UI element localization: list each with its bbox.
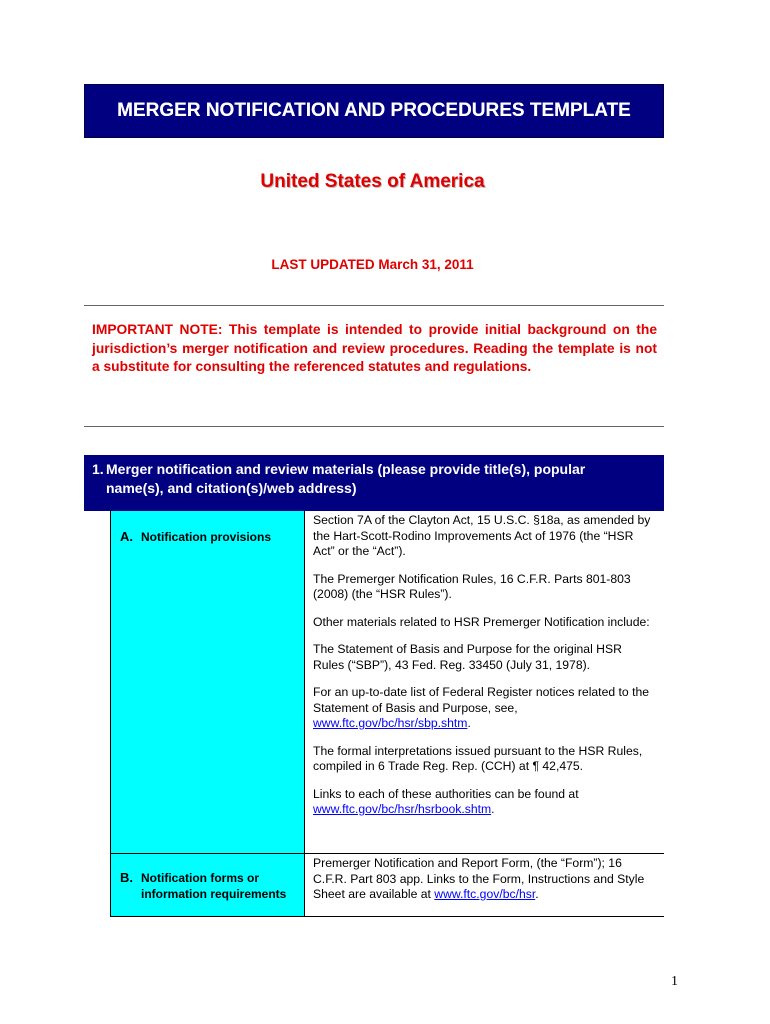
row-content-cell [305, 854, 664, 916]
important-note: IMPORTANT NOTE: This template is intended to provide initial background on the jurisdiction’s merger notification and review procedures. Reading the template is not a substitute for consulting the referenced statutes and regulations. [92, 322, 657, 374]
section-1-table [110, 511, 664, 917]
row-letter: A. [120, 529, 133, 544]
paragraph-text: Premerger Notification and Report Form, (the “Form”); 16 C.F.R. Part 803 app. Links to the Form, Instructions and Style Sheet are available at [313, 856, 645, 901]
row-letter: B. [120, 870, 133, 885]
table-row-notification-forms [110, 854, 664, 917]
paragraph: The formal interpretations issued pursuant to the HSR Rules, compiled in 6 Trade Reg. Rep. (CCH) at ¶ 42,475. [313, 743, 643, 773]
paragraph-with-link [313, 685, 654, 732]
section-heading-text: Merger notification and review materials (please provide title(s), popular name(s), and citation(s)/web address) [106, 461, 586, 496]
page-number: 1 [671, 974, 678, 989]
link-period: . [535, 887, 539, 901]
template-title: MERGER NOTIFICATION AND PROCEDURES TEMPLATE [117, 100, 631, 121]
jurisdiction-name: United States of America [260, 171, 485, 192]
row-label-cell [110, 511, 305, 853]
row-label: Notification forms or information requirements [141, 871, 287, 901]
section-number: 1. [92, 461, 104, 477]
sbp-link[interactable]: www.ftc.gov/bc/hsr/sbp.shtm [313, 716, 468, 730]
link-period: . [491, 802, 495, 816]
last-updated-date: LAST UPDATED March 31, 2011 [271, 257, 474, 272]
divider-top [84, 305, 664, 306]
paragraph-with-link [313, 787, 654, 818]
section-1-heading [84, 455, 664, 511]
hsrbook-link[interactable]: www.ftc.gov/bc/hsr/hsrbook.shtm [313, 802, 492, 816]
link-period: . [467, 716, 471, 730]
paragraph: The Statement of Basis and Purpose for the original HSR Rules (“SBP”), 43 Fed. Reg. 33450 (July 31, 1978). [313, 642, 622, 672]
paragraph-text: Links to each of these authorities can be found at [313, 786, 579, 801]
table-row-notification-provisions [110, 511, 664, 854]
paragraph: Other materials related to HSR Premerger Notification include: [313, 614, 650, 629]
hsr-link[interactable]: www.ftc.gov/bc/hsr [434, 887, 536, 901]
template-title-banner [84, 84, 664, 138]
paragraph-with-link [313, 856, 654, 903]
row-label: Notification provisions [141, 530, 272, 544]
row-content-cell [305, 511, 664, 853]
row-label-cell [110, 854, 305, 916]
paragraph-text: For an up-to-date list of Federal Register notices related to the Statement of Basis and Purpose, see, [313, 685, 650, 715]
divider-bottom [84, 426, 664, 427]
paragraph: The Premerger Notification Rules, 16 C.F.R. Parts 801-803 (2008) (the “HSR Rules”). [313, 571, 631, 601]
paragraph: Section 7A of the Clayton Act, 15 U.S.C. §18a, as amended by the Hart-Scott-Rodino Improvements Act of 1976 (the “HSR Act” or the “Act”). [313, 513, 651, 558]
